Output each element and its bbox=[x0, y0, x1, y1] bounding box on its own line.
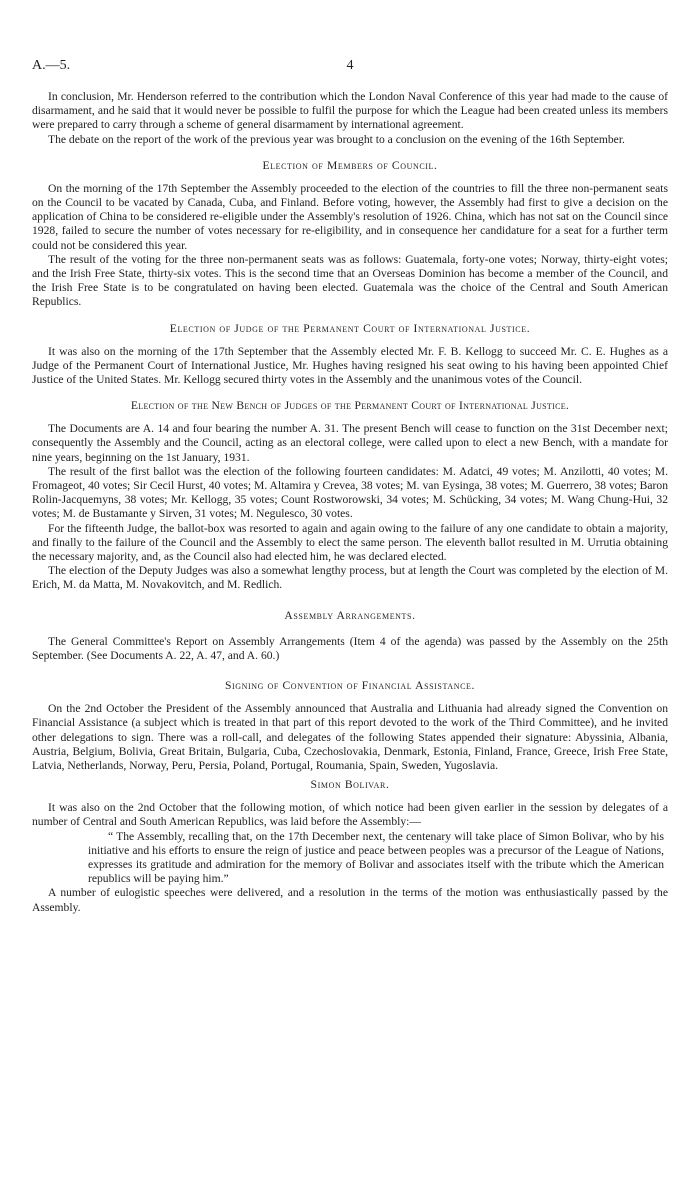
convention-paragraph-1: On the 2nd October the President of the Assembly announced that Australia and Lithuania had already signed the Convention on Financial Assistance (a subject which is treated in that part of this report devoted to the work of the Third Committee), and he invited other delegations to sign. There was a roll-call, and delegates of the following States appended their signature: Abyssinia, Albania, Austria, Belgium, Bolivia, Great Britain, Bulgaria, Cuba, Czechoslovakia, Denmark, Estonia, Finland, France, Greece, Irish Free State, Latvia, Netherlands, Norway, Peru, Persia, Poland, Portugal, Roumania, Spain, Sweden, Yugoslavia. bbox=[32, 702, 668, 772]
intro-paragraph-2: The debate on the report of the work of the previous year was brought to a conclusion on the evening of the 16th September. bbox=[48, 132, 625, 146]
page-body bbox=[32, 90, 668, 915]
section-heading-convention: Signing of Convention of Financial Assistance. bbox=[224, 679, 476, 693]
section-heading-bolivar: Simon Bolivar. bbox=[310, 778, 390, 792]
new-bench-paragraph-1: The Documents are A. 14 and four bearing the number A. 31. The present Bench will cease to function on the 31st December next; consequently the Assembly and the Council, acting as an electoral college, were called upon to elect a new Bench, with a mandate for nine years, beginning on the 1st January, 1931. bbox=[32, 422, 668, 464]
section-heading-assembly: Assembly Arrangements. bbox=[284, 608, 416, 622]
page-header bbox=[32, 58, 668, 78]
bolivar-paragraph-2: A number of eulogistic speeches were delivered, and a resolution in the terms of the motion was enthusiastically passed by the Assembly. bbox=[32, 886, 668, 914]
intro-paragraph-1: In conclusion, Mr. Henderson referred to the contribution which the London Naval Conference of this year had made to the cause of disarmament, and he said that it would never be possible to fulfil the purpose for which the League had been created unless its members were prepared to carry through a scheme of general disarmament by international agreement. bbox=[32, 90, 668, 132]
bolivar-paragraph-1: It was also on the 2nd October that the following motion, of which notice had been given earlier in the session by delegates of a number of Central and South American Republics, was laid before the Assembly:— bbox=[32, 801, 668, 829]
section-heading-judge: Election of Judge of the Permanent Court of International Justice. bbox=[169, 321, 531, 335]
new-bench-paragraph-3: For the fifteenth Judge, the ballot-box was resorted to again and again owing to the failure of any one candidate to obtain a majority, and finally to the failure of the Council and the Assembly to elect the same person. The eleventh ballot resulted in M. Urrutia obtaining the necessary majority, and, as the Council also had elected him, he was declared elected. bbox=[32, 521, 668, 564]
document-reference: A.—5. bbox=[32, 58, 71, 73]
section-heading-council: Election of Members of Council. bbox=[262, 158, 438, 172]
section-heading-new-bench: Election of the New Bench of Judges of the Permanent Court of International Justice. bbox=[130, 399, 570, 413]
council-paragraph-2: The result of the voting for the three non-permanent seats was as follows: Guatemala, forty-one votes; Norway, thirty-eight votes; and the Irish Free State, thirty-six votes. This is the second time that an Overseas Dominion has become a member of the Council, and the Irish Free State is to be congratulated on having been elected. Guatemala was the choice of the Central and South American Republics. bbox=[32, 252, 668, 309]
new-bench-paragraph-4: The election of the Deputy Judges was also a somewhat lengthy process, but at length the Court was completed by the election of M. Erich, M. da Matta, M. Novakovitch, and M. Redlich. bbox=[32, 564, 668, 592]
judge-paragraph-1: It was also on the morning of the 17th September that the Assembly elected Mr. F. B. Kellogg to succeed Mr. C. E. Hughes as a Judge of the Permanent Court of International Justice, Mr. Hughes having resigned his seat owing to his having been appointed Chief Justice of the United States. Mr. Kellogg secured thirty votes in the Assembly and the unanimous votes of the Council. bbox=[32, 344, 668, 387]
new-bench-paragraph-2: The result of the first ballot was the election of the following fourteen candidates: M. Adatci, 49 votes; M. Anzilotti, 40 votes; M. Fromageot, 40 votes; Sir Cecil Hurst, 40 votes; M. Altamira y Crevea, 38 votes; M. van Eysinga, 38 votes; M. Guerrero, 38 votes; Baron Rolin-Jacquemyns, 38 votes; Mr. Kellogg, 35 votes; Count Rostworowski, 34 votes; M. Schücking, 34 votes; M. Wang Chung-Hui, 32 votes; M. de Bustamante y Sirven, 31 votes; M. Negulesco, 30 votes. bbox=[32, 464, 668, 521]
assembly-paragraph-1: The General Committee's Report on Assembly Arrangements (Item 4 of the agenda) was passed by the Assembly on the 25th September. (See Documents A. 22, A. 47, and A. 60.) bbox=[32, 634, 668, 662]
council-paragraph-1: On the morning of the 17th September the Assembly proceeded to the election of the countries to fill the three non-permanent seats on the Council to be vacated by Canada, Cuba, and Finland. Before voting, however, the Assembly had first to give a decision on the application of China to be considered re-eligible under the Assembly's resolution of 1926. China, which has not sat on the Council since 1928, failed to secure the number of votes necessary for re-eligibility, and in consequence her candidature for a seat for a further term could not be considered this year. bbox=[32, 181, 668, 252]
motion-quote-text: “ The Assembly, recalling that, on the 17th December next, the centenary will take place of Simon Bolivar, who by his initiative and his efforts to ensure the reign of justice and peace between peoples was a precursor of the League of Nations, expresses its gratitude and admiration for the memory of Bolivar and associates itself with the tribute which the American republics will be paying him.” bbox=[88, 829, 664, 886]
quoted-motion bbox=[32, 830, 668, 887]
page-number: 4 bbox=[346, 58, 354, 73]
